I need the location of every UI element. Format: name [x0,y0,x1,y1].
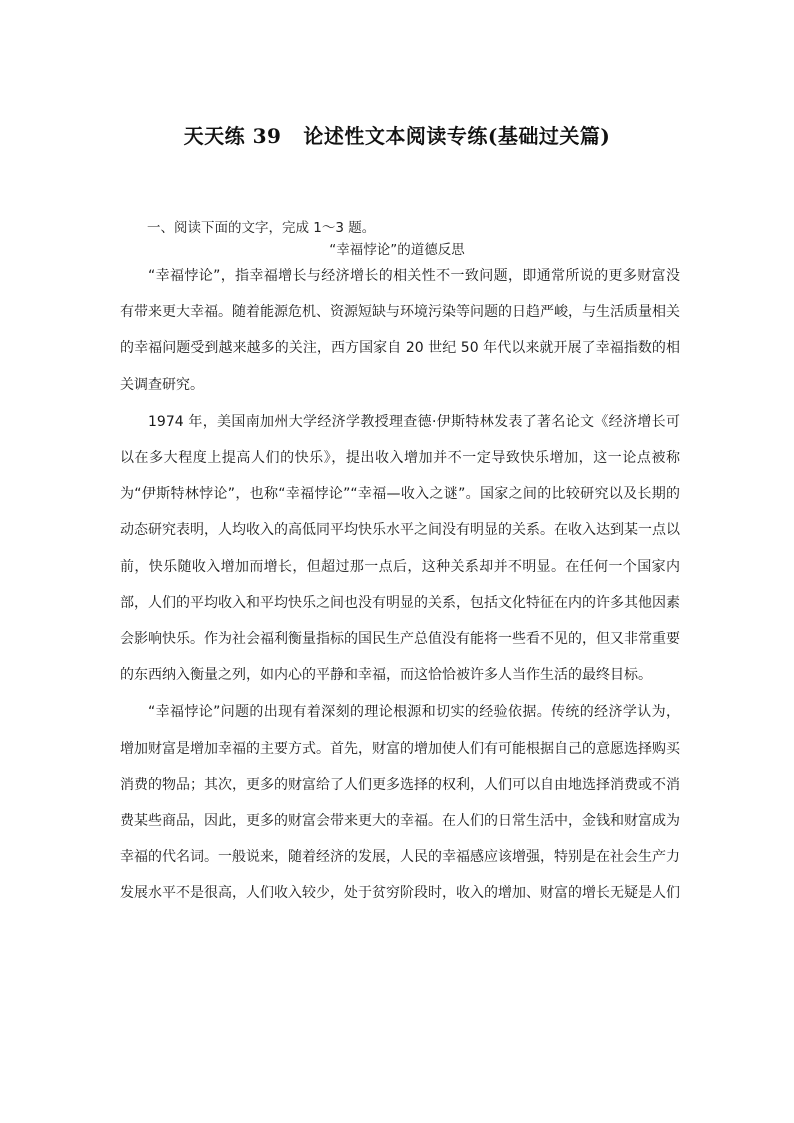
paragraph-2: 1974 年，美国南加州大学经济学教授理查德·伊斯特林发表了著名论文《经济增长可以在多大程度上提高人们的快乐》，提出收入增加并不一定导致快乐增加，这一论点被称为“伊斯特林悖论”，也称“幸福悖论”“幸福—收入之谜”。国家之间的比较研究以及长期的动态研究表明，人均收入的高低同平均快乐水平之间没有明显的关系。在收入达到某一点以前，快乐随收入增加而增长，但超过那一点后，这种关系却并不明显。在任何一个国家内部，人们的平均收入和平均快乐之间也没有明显的关系，包括文化特征在内的许多其他因素会影响快乐。作为社会福利衡量指标的国民生产总值没有能将一些看不见的，但又非常重要的东西纳入衡量之列，如内心的平静和幸福，而这恰恰被许多人当作生活的最终目标。 [120,413,680,684]
page-title [0,120,794,149]
article-title: “幸福悖论”的道德反思 [329,242,465,258]
article-body [120,258,680,913]
title-lesson-number: 天天练 39 [183,124,282,148]
paragraph-1: “幸福悖论”，指幸福增长与经济增长的相关性不一致问题，即通常所说的更多财富没有带来更大幸福。随着能源危机、资源短缺与环境污染等问题的日趋严峻，与生活质量相关的幸福问题受到越来越多的关注，西方国家自 20 世纪 50 年代以来就开展了幸福指数的相关调查研究。 [120,268,680,393]
paragraph-3: “幸福悖论”问题的出现有着深刻的理论根源和切实的经验依据。传统的经济学认为，增加财富是增加幸福的主要方式。首先，财富的增加使人们有可能根据自己的意愿选择购买消费的物品；其次，更多的财富给了人们更多选择的权利，人们可以自由地选择消费或不消费某些商品，因此，更多的财富会带来更大的幸福。在人们的日常生活中，金钱和财富成为幸福的代名词。一般说来，随着经济的发展，人民的幸福感应该增强，特别是在社会生产力发展水平不是很高，人们收入较少，处于贫穷阶段时，收入的增加、财富的增长无疑是人们 [120,704,680,902]
question-instruction: 一、阅读下面的文字，完成 1～3 题。 [147,220,376,236]
title-subject: 论述性文本阅读专练(基础过关篇) [303,124,611,148]
